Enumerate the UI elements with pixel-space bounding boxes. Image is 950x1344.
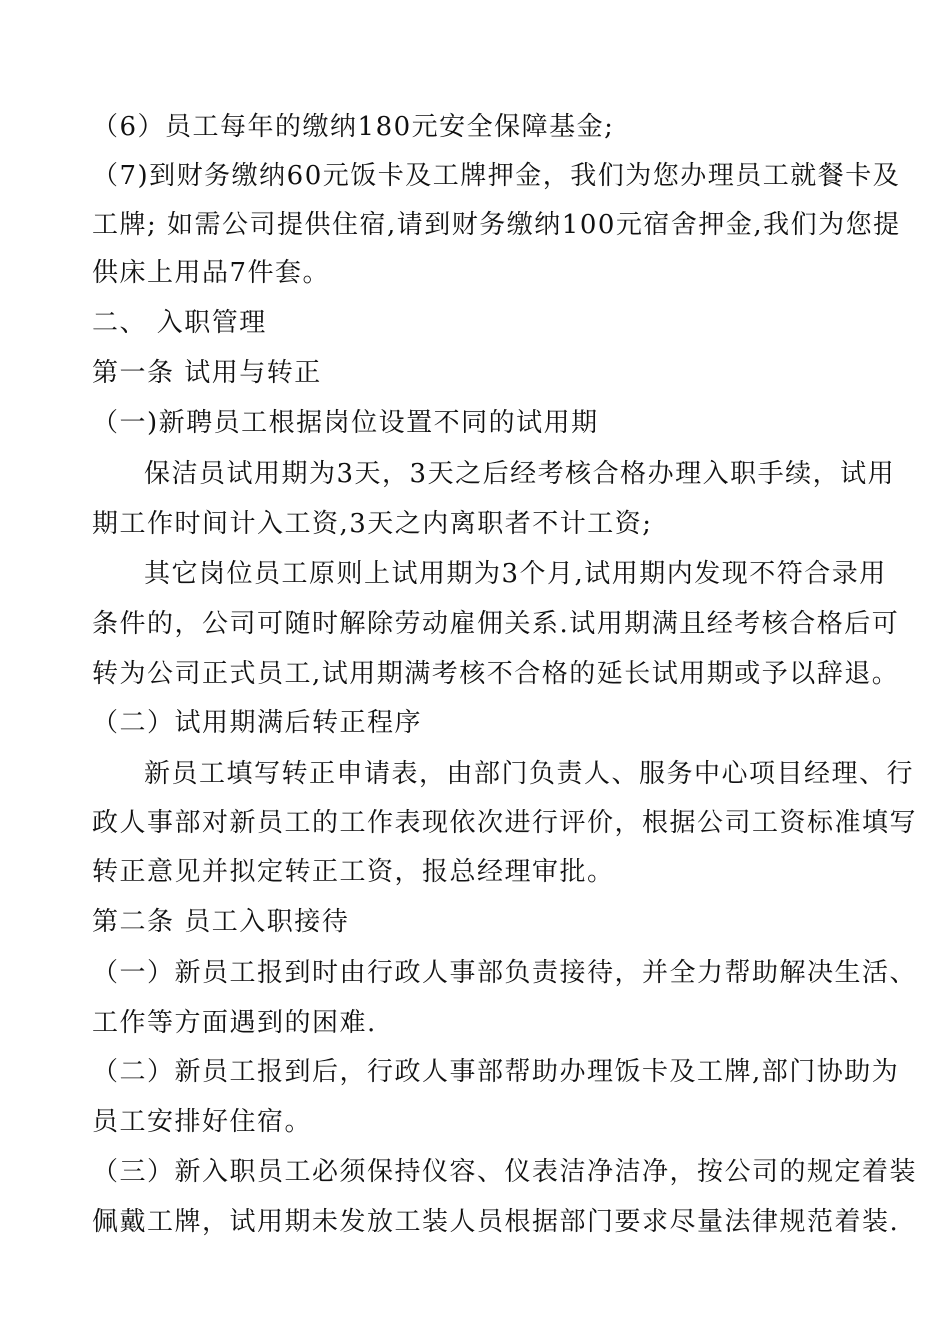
text-line: 转正意见并拟定转正工资，报总经理审批。 bbox=[92, 857, 615, 887]
section-heading: 二、 入职管理 bbox=[92, 308, 267, 338]
text-line: （三）新入职员工必须保持仪容、仪表洁净洁净，按公司的规定着装 bbox=[92, 1157, 918, 1187]
text-line: 新员工填写转正申请表，由部门负责人、服务中心项目经理、行 bbox=[144, 759, 915, 789]
text-line: （6）员工每年的缴纳180元安全保障基金; bbox=[92, 112, 615, 142]
text-line: （二）新员工报到后，行政人事部帮助办理饭卡及工牌,部门协助为 bbox=[92, 1057, 900, 1087]
text-line: 供床上用品7件套。 bbox=[92, 258, 331, 288]
text-line: 条件的，公司可随时解除劳动雇佣关系.试用期满且经考核合格后可 bbox=[92, 609, 900, 639]
text-line: 政人事部对新员工的工作表现依次进行评价，根据公司工资标准填写 bbox=[92, 808, 918, 838]
article-heading: 第一条 试用与转正 bbox=[92, 358, 322, 388]
text-line: 工作等方面遇到的困难. bbox=[92, 1008, 377, 1038]
text-line: 转为公司正式员工,试用期满考核不合格的延长试用期或予以辞退。 bbox=[92, 659, 900, 689]
text-line: 期工作时间计入工资,3天之内离职者不计工资; bbox=[92, 509, 653, 539]
text-line: 保洁员试用期为3天，3天之后经考核合格办理入职手续，试用 bbox=[144, 459, 896, 489]
text-line: （一)新聘员工根据岗位设置不同的试用期 bbox=[92, 408, 599, 438]
text-line: （一）新员工报到时由行政人事部负责接待，并全力帮助解决生活、 bbox=[92, 958, 918, 988]
article-heading: 第二条 员工入职接待 bbox=[92, 907, 350, 937]
text-line: 其它岗位员工原则上试用期为3个月,试用期内发现不符合录用 bbox=[144, 559, 887, 589]
text-line: 员工安排好住宿。 bbox=[92, 1107, 313, 1137]
text-line: （7)到财务缴纳60元饭卡及工牌押金，我们为您办理员工就餐卡及 bbox=[92, 161, 901, 191]
text-line: 工牌; 如需公司提供住宿,请到财务缴纳100元宿舍押金,我们为您提 bbox=[92, 210, 901, 240]
text-line: （二）试用期满后转正程序 bbox=[92, 708, 423, 738]
text-line: 佩戴工牌，试用期未发放工装人员根据部门要求尽量法律规范着装. bbox=[92, 1207, 900, 1237]
